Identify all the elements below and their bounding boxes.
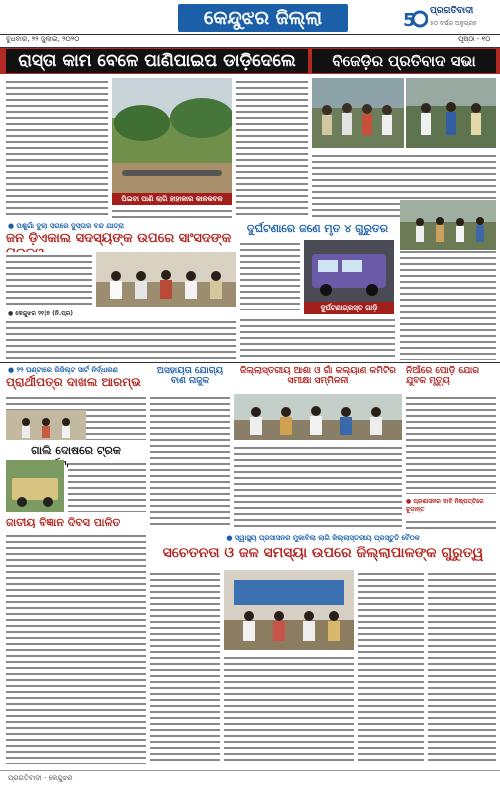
admission-photo: [6, 410, 86, 440]
collector-text-4: [428, 570, 496, 764]
bjd-protest-headline: ବିଜେଡ଼ିର ପ୍ରତିବାଦ ସଭା: [312, 49, 496, 73]
injured-headline: ଅସହାୟତା ଯୋଗ୍ୟ ବାଣ ନାଜୁକ: [156, 366, 224, 386]
accident-text-1: [240, 240, 300, 310]
mp-story-byline: ● କେନ୍ଦୁଝର ୨୧|୭ (ନି.ପ୍ର): [8, 310, 73, 317]
mp-story-headline: ଜନ ଡ଼ିଏକାଲ ସଦସ୍ୟଙ୍କ ଉପରେ ସାଂସଦଙ୍କ: [6, 231, 232, 246]
svg-text:5: 5: [403, 10, 416, 31]
pipeline-caption: ପିଇବା ପାଣି ଲାଗି ହାହାକାର କାଳକବଳ: [112, 193, 232, 205]
accident-caption: ଦୁର୍ଘଟଣାଗ୍ରସ୍ତ ଗାଡ଼ି: [304, 302, 394, 314]
meeting-photo: [234, 394, 402, 440]
meeting-text: [234, 444, 402, 529]
mp-story-text-1: [6, 252, 92, 307]
fire-death-headline: ନିଆଁରେ ପୋଡ଼ି ଯୋର ଯୁବକ ମୃତ୍ୟୁ: [406, 366, 480, 386]
admission-headline: ପ୍ରାର୍ଥୀପତ୍ର ଦାଖଲ ଆରମ୍ଭ: [6, 375, 141, 389]
protest-photo-2: [406, 78, 496, 148]
section-title: କେନ୍ଦୁଝର ଜିଲ୍ଲା: [178, 4, 348, 32]
issue-date: ବୁଧବାର, ୨୨ ଜୁଲାଇ, ୨୦୨୦: [6, 35, 80, 43]
collector-text-1: [150, 570, 220, 764]
footer-bar: [0, 770, 500, 789]
brand-tagline: ୫୦ ବର୍ଷର ଅନୁଗ୍ରହ: [430, 20, 477, 27]
mp-meeting-photo: [96, 252, 236, 307]
collector-text-2: [224, 654, 354, 764]
right-column-photo: [400, 200, 496, 250]
accident-text-2: [240, 316, 395, 360]
mp-story-text-2: [6, 318, 236, 360]
truck-headline: ଗାଲି ଦୋଷରେ ଟ୍ରକ: [31, 444, 121, 457]
section-divider: [0, 362, 500, 363]
science-day-text: [6, 532, 146, 764]
pipeline-caption-text: [112, 207, 232, 219]
lead-headline: ରାସ୍ତା କାମ ବେଳେ ପାଣିପାଇପ ଡାଡ଼ିଦେଲେ: [6, 49, 308, 73]
lead-story-text: [6, 78, 108, 218]
footer-text: ପ୍ରଗତିବାଦୀ - କେନ୍ଦୁଝର: [8, 774, 73, 782]
collector-text-3: [358, 570, 424, 764]
injured-text: [150, 394, 230, 529]
fire-death-text: [406, 394, 496, 494]
collector-kicker: ● ସ୍ୱାସ୍ଥ୍ୟ ପ୍ରସାସନର ମୁକାବିଲା ଲାଗି ଜିଲ୍ଲାସ୍ତରୀୟ ପ୍ରସ୍ତୁତି ବୈଠକ: [226, 534, 420, 542]
meeting-headline: ଜିଲ୍ଲାସ୍ତରୀୟ ଆଶା ଓ ଗାଁ କଲ୍ୟାଣ କମିଟିର ସମୀକ୍ଷା ସମ୍ମିଳନୀ: [239, 366, 397, 386]
fifty-years-logo-icon: [402, 6, 428, 32]
administration-subhead: ● ପ୍ରଶାସନର ଦାବି ନିଷ୍ପତ୍ତିରେ ଚୂଡ଼ାନ୍ତ: [406, 498, 484, 513]
science-day-headline: ଜାତୀୟ ବିଜ୍ଞାନ ଦିବସ ପାଳିତ: [6, 516, 121, 529]
collector-headline: ସଚେତନତା ଓ ଜଳ ସମସ୍ୟା ଉପରେ ଜିଲ୍ଲାପାଳଙ୍କ ଗୁରୁତ୍ୱ: [162, 545, 484, 561]
admission-kicker: ● ୨୨ ଘଣ୍ଟାରେ ରିଜିଲ୍ଟ ସାର୍ଟ ନିର୍ଦ୍ଧାରଣ: [8, 366, 118, 374]
brand-name: ପ୍ରଗତିବାଦୀ: [430, 6, 474, 16]
administration-text: [406, 518, 496, 529]
protest-photo-1: [312, 78, 404, 148]
mp-story-kicker: ● ପଶୁଗାଁ ବୁଲା ସଗରେ ଦୁସ୍ତାର ବନ୍ଦ ଯାତ୍ରା: [8, 222, 124, 230]
right-column-text: [400, 152, 496, 360]
lead-story-text-2: [236, 78, 308, 218]
truck-text: [68, 460, 146, 512]
page-number: ପୃଷ୍ଠା - ୧୦: [458, 35, 491, 43]
pipeline-photo: [112, 78, 232, 193]
accident-photo: [304, 240, 394, 302]
accident-headline: ଦୁର୍ଘଟଣାରେ ଜଣେ ମୃତ ୪ ଗୁରୁତର: [246, 222, 389, 235]
collector-meeting-photo: [224, 570, 354, 650]
truck-photo: [6, 460, 64, 512]
